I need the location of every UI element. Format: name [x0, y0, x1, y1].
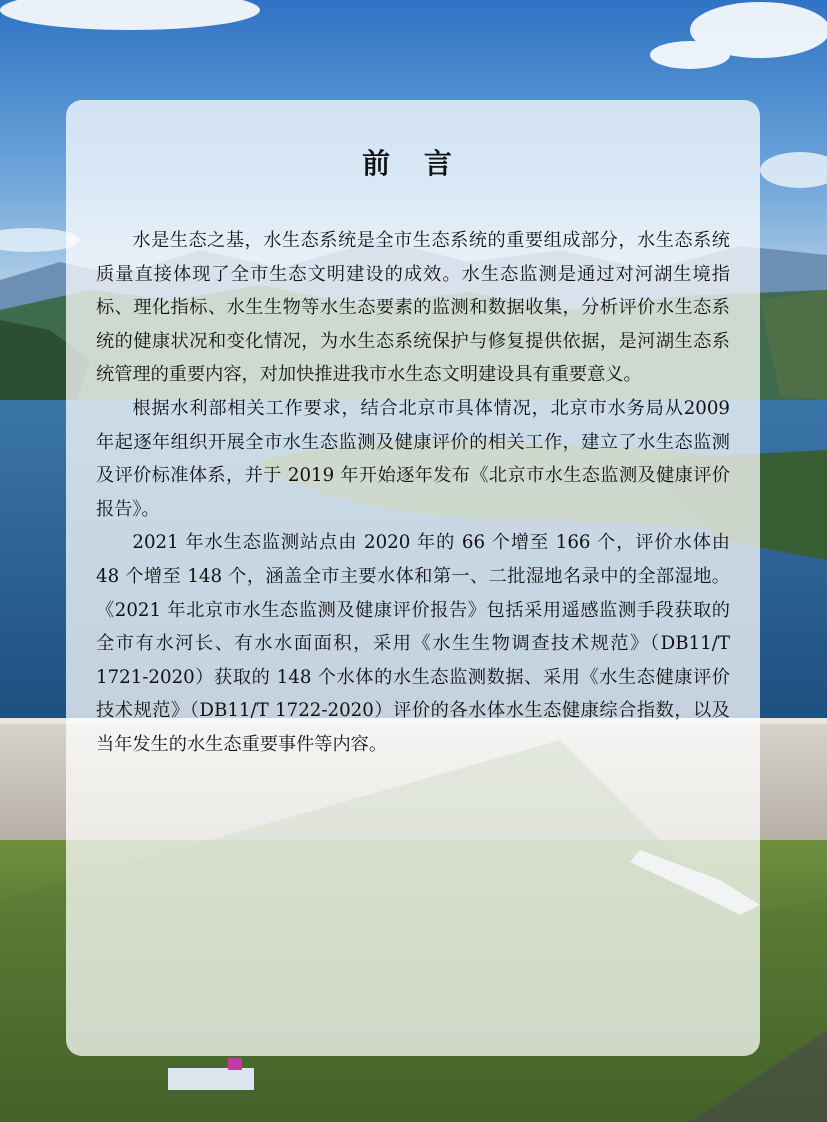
preface-body: [96, 224, 730, 762]
paragraph-1: 水是生态之基，水生态系统是全市生态系统的重要组成部分，水生态系统质量直接体现了全市生态文明建设的成效。水生态监测是通过对河湖生境指标、理化指标、水生生物等水生态要素的监测和数据收集，分析评价水生态系统的健康状况和变化情况，为水生态系统保护与修复提供依据，是河湖生态系统管理的重要内容，对加快推进我市水生态文明建设具有重要意义。: [96, 230, 730, 386]
paragraph-2: 根据水利部相关工作要求，结合北京市具体情况，北京市水务局从2009 年起逐年组织开展全市水生态监测及健康评价的相关工作，建立了水生态监测及评价标准体系，并于 2019 年开始逐年发布《北京市水生态监测及健康评价报告》。: [96, 397, 730, 520]
page-title: 前 言: [362, 147, 464, 180]
paragraph-3: 2021 年水生态监测站点由 2020 年的 66 个增至 166 个，评价水体由 48 个增至 148 个，涵盖全市主要水体和第一、二批湿地名录中的全部湿地。《2021 年北京市水生态监测及健康评价报告》包括采用遥感监测手段获取的全市有水河长、有水水面面积，采用《水生生物调查技术规范》（DB11/T 1721-2020）获取的 148 个水体的水生态监测数据、采用《水生态健康评价技术规范》（DB11/T 1722-2020）评价的各水体水生态健康综合指数，以及当年发生的水生态重要事件等内容。: [96, 532, 730, 755]
preface-panel: [66, 100, 760, 1056]
